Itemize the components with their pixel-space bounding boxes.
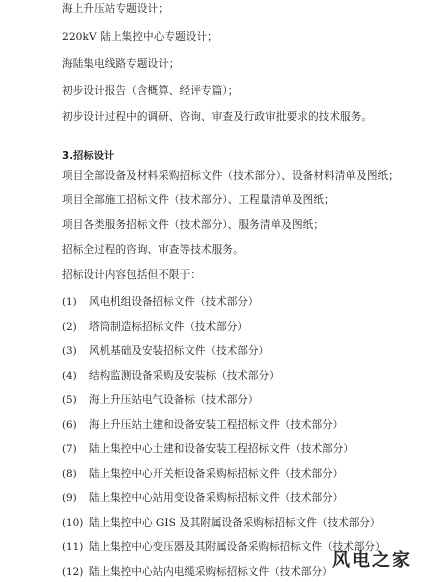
list-item-text: 结构监测设备采购及安装标（技术部分） [89, 370, 280, 382]
paragraph-line: 招标设计内容包括但不限于： [62, 269, 202, 281]
paragraph-line: 初步设计报告（含概算、经评专篇）； [62, 85, 239, 97]
list-item-text: 陆上集控中心变压器及其附属设备采购标招标文件（技术部分） [89, 541, 386, 553]
paragraph-line: 招标全过程的咨询、审查等技术服务。 [62, 244, 244, 256]
list-item-number: (7) [62, 443, 77, 455]
list-item-number: (4) [62, 370, 77, 382]
paragraph-line: 海上升压站专题设计； [62, 3, 169, 15]
list-item-text: 陆上集控中心站用变设备采购标招标文件（技术部分） [89, 492, 344, 504]
section-heading: 3.招标设计 [62, 151, 115, 162]
paragraph-line: 海陆集电线路专题设计； [62, 58, 180, 70]
paragraph-line: 220kV 陆上集控中心专题设计； [62, 31, 218, 43]
list-item-number: (9) [62, 492, 77, 504]
paragraph-line: 初步设计过程中的调研、咨询、审查及行政审批要求的技术服务。 [62, 111, 373, 123]
paragraph-line: 项目各类服务招标文件（技术部分）、服务清单及图纸； [62, 219, 325, 231]
watermark-logo: 风电之家 [332, 550, 412, 571]
paragraph-line: 项目全部施工招标文件（技术部分）、工程量清单及图纸； [62, 194, 335, 206]
list-item-text: 风机基础及安装招标文件（技术部分） [89, 345, 270, 357]
list-item-text: 陆上集控中心土建和设备安装工程招标文件（技术部分） [89, 443, 354, 455]
list-item-number: (8) [62, 468, 77, 480]
list-item-text: 陆上集控中心站内电缆采购标招标文件（技术部分） [89, 566, 333, 578]
list-item-number: (6) [62, 419, 77, 431]
list-item-text: 塔筒制造标招标文件（技术部分） [89, 321, 248, 333]
list-item-number: (11) [62, 541, 84, 553]
list-item-number: (10) [62, 517, 84, 529]
list-item-number: (2) [62, 321, 77, 333]
paragraph-line: 项目全部设备及材料采购招标文件（技术部分）、设备材料清单及图纸； [62, 170, 399, 182]
list-item-text: 陆上集控中心 GIS 及其附属设备采购标招标文件（技术部分） [89, 517, 381, 529]
list-item-number: (5) [62, 394, 77, 406]
list-item-text: 海上升压站电气设备标（技术部分） [89, 394, 259, 406]
list-item-number: (12) [62, 566, 84, 578]
list-item-text: 海上升压站土建和设备安装工程招标文件（技术部分） [89, 419, 344, 431]
list-item-text: 风电机组设备招标文件（技术部分） [89, 296, 259, 308]
list-item-number: (3) [62, 345, 77, 357]
list-item-number: (1) [62, 296, 77, 308]
list-item-text: 陆上集控中心开关柜设备采购标招标文件（技术部分） [89, 468, 344, 480]
